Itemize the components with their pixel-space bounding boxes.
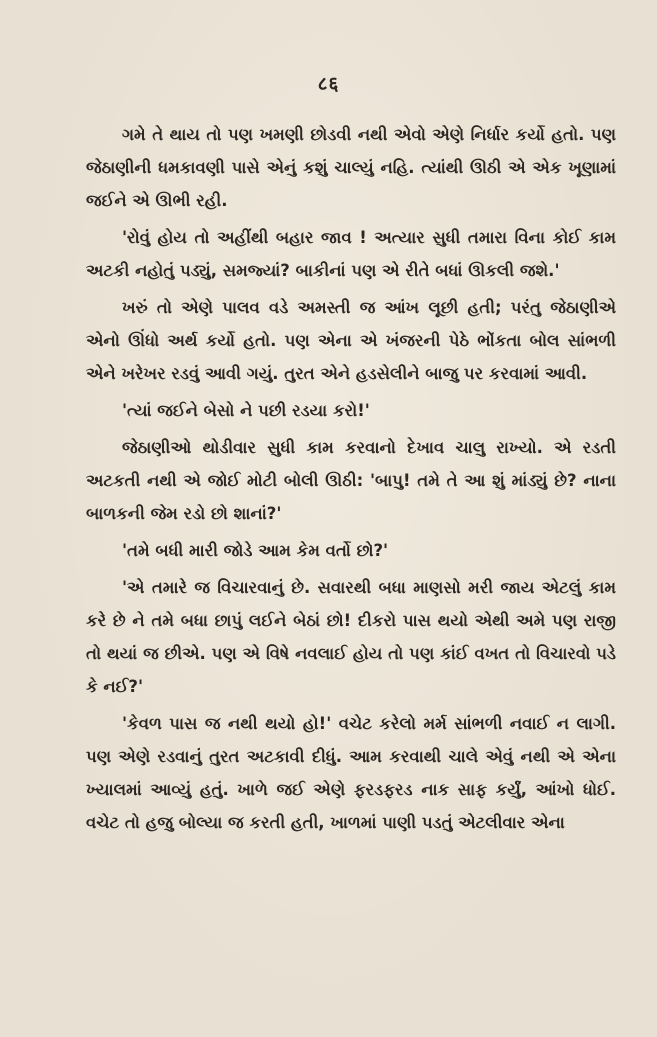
- paragraph: 'ત્યાં જઈને બેસો ને પછી રડયા કરો!': [122, 401, 370, 420]
- paragraph: ગમે તે થાય તો પણ ખમણી છોડવી નથી એવો એણે નિર્ધાર કર્યો હતો. પણ જેઠાણીની ધમકાવણી પાસે એનું કશું ચાલ્યું નહિ. ત્યાંથી ઊઠી એ એક ખૂણામાં જઈને એ ઊભી રહી.: [86, 125, 616, 210]
- paragraph: ખરું તો એણે પાલવ વડે અમસ્તી જ આંખ લૂછી હતી; પરંતુ જેઠાણીએ એનો ઊંધો અર્થ કર્યો હતો. પણ એના એ ખંજરની પેઠે ભોંકતા બોલ સાંભળી એને ખરેખર રડવું આવી ગયું. તુરત એને હડસેલીને બાજુ પર કરવામાં આવી.: [86, 298, 616, 383]
- paragraph: 'તમે બધી મારી જોડે આમ કેમ વર્તો છો?': [122, 541, 389, 560]
- paragraph: 'એ તમારે જ વિચારવાનું છે. સવારથી બધા માણસો મરી જાય એટલું કામ કરે છે ને તમે બધા છાપું લઈને બેઠાં છો! દીકરો પાસ થયો એથી અમે પણ રાજી તો થયાં જ છીએ. પણ એ વિષે નવલાઈ હોય તો પણ કાંઈ વખત તો વિચારવો પડે કે નઈ?': [86, 578, 616, 696]
- page-number: ८६: [317, 73, 340, 95]
- paragraph: 'રોવું હોય તો અહીંથી બહાર જાવ ! અત્યાર સુધી તમારા વિના કોઈ કામ અટકી નહોતું પડ્યું, સમજ્યાં? બાકીનાં પણ એ રીતે બધાં ઊકલી જશે.': [86, 228, 616, 280]
- paragraph: જેઠાણીઓ થોડીવાર સુધી કામ કરવાનો દેખાવ ચાલુ રાખ્યો. એ રડતી અટકતી નથી એ જોઈ મોટી બોલી ઊઠી: 'બાપુ! તમે તે આ શું માંડ્યું છે? નાના બાળકની જેમ રડો છો શાનાં?': [86, 438, 616, 523]
- body-text: [86, 118, 616, 839]
- paragraph: 'કેવળ પાસ જ નથી થયો હો!' વચેટ કરેલો મર્મ સાંભળી નવાઈ ન લાગી. પણ એણે રડવાનું તુરત અટકાવી દીધું. આમ કરવાથી ચાલે એવું નથી એ એના ખ્યાલમાં આવ્યું હતું. ખાળે જઈ એણે ફરડફરડ નાક સાફ કર્યું, આંખો ધોઈ. વચેટ તો હજુ બોલ્યા જ કરતી હતી, ખાળમાં પાણી પડતું એટલીવાર એના: [86, 714, 616, 832]
